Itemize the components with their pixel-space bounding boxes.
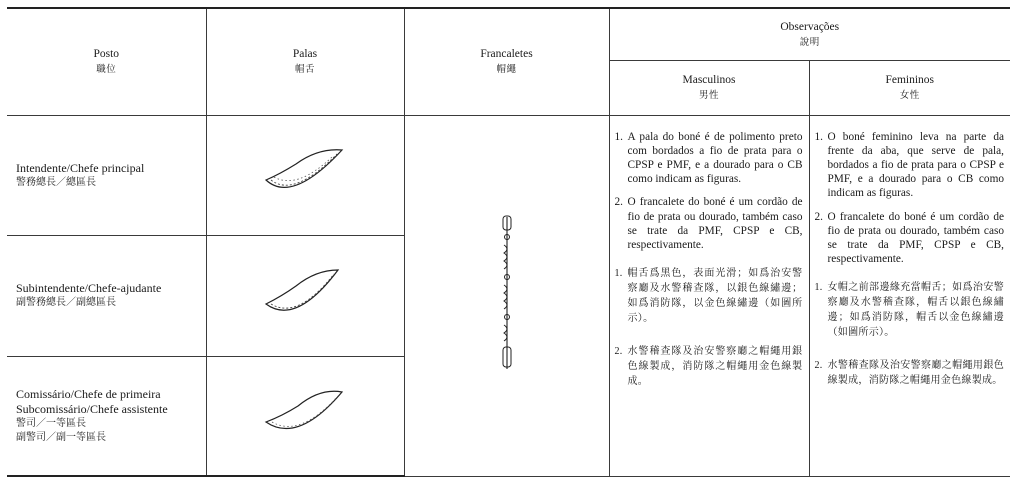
header-observacoes-pt: Observações <box>780 20 840 33</box>
note-text: O francalete do boné é um cordão de fio de prata ou dourado, também caso se trate da PMF, CPSP e CB, respectivamente. <box>627 196 803 251</box>
note-item <box>610 195 809 252</box>
header-posto-zh: 職位 <box>96 65 117 76</box>
header-francaletes-pt: Francaletes <box>480 48 533 61</box>
note-text: O boné feminino leva na parte da frente da aba, que serve de pala, bordados a fio de prata para o CPSP e PMF, e a dourado para o CB como indicam as figuras. <box>827 130 1005 200</box>
header-femininos-zh: 女性 <box>899 91 920 101</box>
header-masculinos <box>609 60 809 115</box>
rank-3-zh-line-2: 副警司／副一等區長 <box>16 431 106 443</box>
header-femininos <box>809 60 1010 115</box>
femininos-notes <box>809 115 1010 476</box>
pala-visor-icon <box>262 384 348 442</box>
femininos-notes-zh <box>810 280 1011 388</box>
header-posto-pt: Posto <box>93 48 120 61</box>
header-masculinos-zh: 男性 <box>698 91 719 101</box>
rank-row-3 <box>7 356 206 476</box>
masculinos-notes-pt <box>610 130 809 253</box>
note-text: 女帽之前部邊緣充當帽舌；如爲治安警察廳及水警稽查隊，帽舌以銀色線繡邊；如爲消防隊，帽舌以金色線繡邊（如圖所示）。 <box>827 282 1005 339</box>
note-text: 水警稽查隊及治安警察廳之帽繩用銀色線製成，消防隊之帽繩用金色線製成。 <box>627 346 803 388</box>
note-text: 水警稽查隊及治安警察廳之帽繩用銀色線製成，消防隊之帽繩用金色線製成。 <box>827 360 1005 387</box>
rank-3-zh-line-1: 警司／一等區長 <box>16 417 86 429</box>
note-number: 2. <box>814 360 823 372</box>
note-number: 2. <box>614 346 623 358</box>
insignia-table <box>7 7 1010 477</box>
note-item <box>810 280 1011 340</box>
header-femininos-pt: Femininos <box>885 74 935 86</box>
pala-visor-icon <box>262 264 348 322</box>
note-item <box>810 130 1011 201</box>
rank-2-zh: 副警務總長／副總區長 <box>16 297 116 308</box>
note-item <box>810 210 1011 267</box>
pala-visor-icon <box>262 144 348 202</box>
note-number: 1. <box>814 130 823 143</box>
header-francaletes <box>404 8 609 115</box>
header-posto <box>7 8 206 115</box>
rank-1-pt: Intendente/Chefe principal <box>16 160 145 175</box>
rank-3-pt-line-1: Comissário/Chefe de primeira <box>16 386 161 401</box>
note-item <box>610 130 809 187</box>
rank-3-pt-line-2: Subcomissário/Chefe assistente <box>16 401 168 416</box>
rank-row-2 <box>7 235 206 356</box>
francalete-cord-icon <box>496 213 518 373</box>
pala-cell-3 <box>206 356 404 476</box>
note-item <box>810 358 1011 388</box>
pala-cell-2 <box>206 235 404 356</box>
header-palas <box>206 8 404 115</box>
note-text: A pala do boné é de polimento preto com bordados a fio de prata para o CPSP e PMF, e a dourado para o CB como indicam as figuras. <box>627 130 803 186</box>
header-palas-zh: 帽舌 <box>294 65 315 76</box>
note-number: 1. <box>614 130 623 143</box>
rank-2-pt: Subintendente/Chefe-ajudante <box>16 281 162 295</box>
header-observacoes-zh: 說明 <box>799 37 820 48</box>
note-number: 1. <box>614 268 623 280</box>
header-palas-pt: Palas <box>292 48 318 61</box>
masculinos-notes-zh <box>610 266 809 389</box>
pala-cell-1 <box>206 115 404 235</box>
header-francaletes-zh: 帽繩 <box>496 65 517 76</box>
rank-1-zh: 警務總長／總區長 <box>16 176 96 188</box>
note-text: 帽舌爲黑色，表面光滑；如爲治安警察廳及水警稽查隊，以銀色線繡邊；如爲消防隊，以金色線繡邊（如圖所示）。 <box>627 268 803 325</box>
header-observacoes <box>609 8 1010 60</box>
rank-row-1 <box>7 115 206 235</box>
note-item <box>610 344 809 389</box>
note-number: 2. <box>614 196 623 209</box>
note-item <box>610 266 809 326</box>
note-text: O francalete do boné é um cordão de fio de prata ou dourado, também caso se trate da PMF, CPSP e CB, respectivamente. <box>827 210 1005 266</box>
masculinos-notes <box>609 115 809 476</box>
note-number: 2. <box>814 210 823 223</box>
header-masculinos-pt: Masculinos <box>682 74 736 86</box>
note-number: 1. <box>814 282 823 294</box>
femininos-notes-pt <box>810 130 1011 267</box>
francalete-cell <box>404 115 609 476</box>
